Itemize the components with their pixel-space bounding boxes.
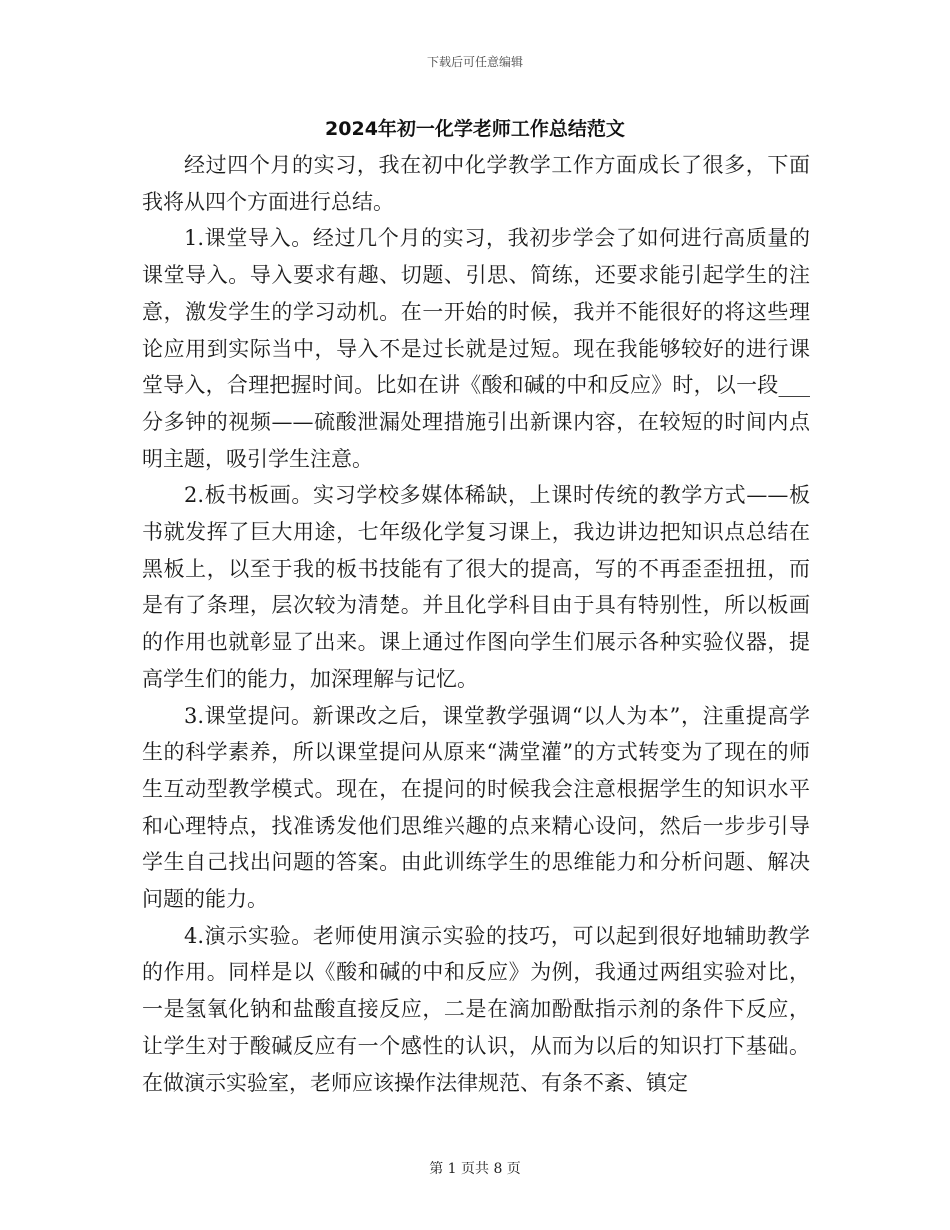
paragraph-questioning: 3.课堂提问。新课改之后，课堂教学强调“以人为本”，注重提高学生的科学素养，所以课堂提问从原来“满堂灌”的方式转变为了现在的师生互动型教学模式。现在，在提问的时候我会注意根据学生的知识水平和心理特点，找准诱发他们思维兴趣的点来精心设问，然后一步步引导学生自己找出问题的答案。由此训练学生的思维能力和分析问题、解决问题的能力。	[142, 703, 810, 912]
paragraph-classroom-intro: 1.课堂导入。经过几个月的实习，我初步学会了如何进行高质量的课堂导入。导入要求有趣、切题、引思、简练，还要求能引起学生的注意，激发学生的学习动机。在一开始的时候，我并不能很好的将这些理论应用到实际当中，导入不是过长就是过短。现在我能够较好的进行课堂导入，合理把握时间。比如在讲《酸和碱的中和反应》时，以一段___分多钟的视频——硫酸泄漏处理措施引出新课内容，在较短的时间内点明主题，吸引学生注意。	[142, 226, 810, 471]
paragraph-blackboard: 2.板书板画。实习学校多媒体稀缺，上课时传统的教学方式——板书就发挥了巨大用途，七年级化学复习课上，我边讲边把知识点总结在黑板上，以至于我的板书技能有了很大的提高，写的不再歪歪扭扭，而是有了条理，层次较为清楚。并且化学科目由于具有特别性，所以板画的作用也就彰显了出来。课上通过作图向学生们展示各种实验仪器，提高学生们的能力，加深理解与记忆。	[142, 483, 810, 691]
paragraph-intro: 经过四个月的实习，我在初中化学教学工作方面成长了很多，下面我将从四个方面进行总结。	[142, 153, 810, 214]
document-body	[142, 147, 810, 1101]
page-header: 下载后可任意编辑	[426, 55, 523, 69]
document-title: 2024年初一化学老师工作总结范文	[325, 118, 625, 140]
paragraph-demonstration: 4.演示实验。老师使用演示实验的技巧，可以起到很好地辅助教学的作用。同样是以《酸和碱的中和反应》为例，我通过两组实验对比，一是氢氧化钠和盐酸直接反应，二是在滴加酚酞指示剂的条件下反应，让学生对于酸碱反应有一个感性的认识，从而为以后的知识打下基础。在做演示实验室，老师应该操作法律规范、有条不紊、镇定	[142, 923, 810, 1095]
page-footer: 第 1 页共 8 页	[429, 1161, 521, 1177]
